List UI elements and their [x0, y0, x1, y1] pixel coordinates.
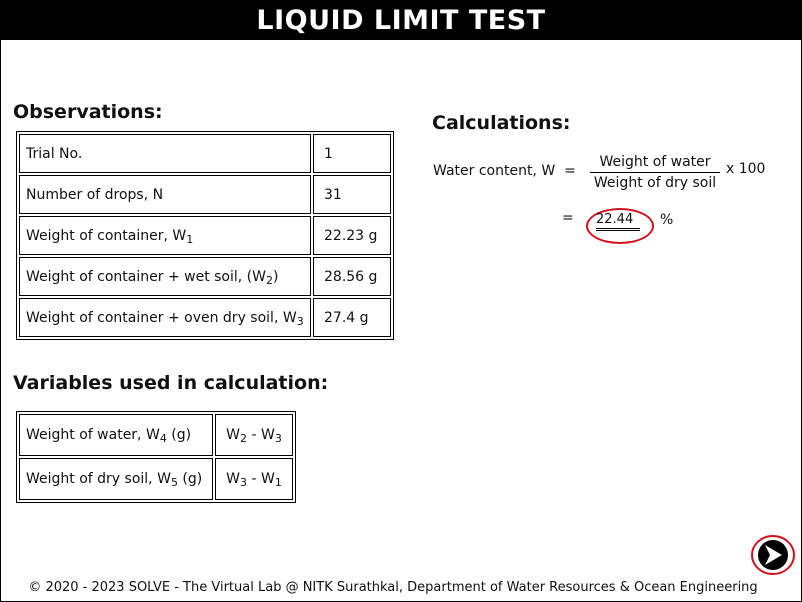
fraction-numerator: Weight of water [590, 154, 720, 173]
var-formula: $W_3 - W_1$ [215, 458, 293, 500]
obs-label: Trial No. [19, 134, 311, 173]
observations-table [16, 131, 394, 340]
obs-label: Weight of container, $W_1$ [19, 216, 311, 255]
obs-value: 1 [313, 134, 391, 173]
table-row [19, 175, 391, 214]
table-row [19, 298, 391, 337]
water-content-result: 22.44 [596, 212, 640, 231]
calculations-heading: Calculations: [432, 112, 571, 134]
page-title: LIQUID LIMIT TEST [0, 0, 802, 40]
footer-credit: © 2020 - 2023 SOLVE - The Virtual Lab @ NITK Surathkal, Department of Water Resources & Ocean Engineering [28, 580, 758, 595]
variables-table [16, 411, 296, 503]
obs-label: Number of drops, N [19, 175, 311, 214]
table-row [19, 414, 293, 456]
fraction-denominator: Weight of dry soil [593, 175, 717, 191]
var-label: Weight of dry soil, $W_5$ (g) [19, 458, 213, 500]
observations-heading: Observations: [13, 101, 163, 123]
next-arrow-icon [751, 535, 795, 575]
table-row [19, 458, 293, 500]
multiplier-text: x 100 [726, 161, 766, 177]
obs-label: Weight of container + wet soil, $(W_2)$ [19, 257, 311, 296]
obs-value: 31 [313, 175, 391, 214]
equals-sign: = [562, 210, 574, 226]
obs-value: 27.4 g [313, 298, 391, 337]
table-row [19, 216, 391, 255]
obs-label: Weight of container + oven dry soil, $W_3$ [19, 298, 311, 337]
obs-value: 22.23 g [313, 216, 391, 255]
variables-heading: Variables used in calculation: [13, 372, 329, 394]
var-label: Weight of water, $W_4$ (g) [19, 414, 213, 456]
percent-unit: % [660, 212, 674, 228]
table-row [19, 257, 391, 296]
obs-value: 28.56 g [313, 257, 391, 296]
water-content-fraction [590, 154, 720, 191]
next-button[interactable] [751, 535, 795, 575]
var-formula: $W_2 - W_3$ [215, 414, 293, 456]
result-highlight [586, 208, 654, 244]
table-row [19, 134, 391, 173]
water-content-label: Water content, W = [433, 163, 576, 179]
